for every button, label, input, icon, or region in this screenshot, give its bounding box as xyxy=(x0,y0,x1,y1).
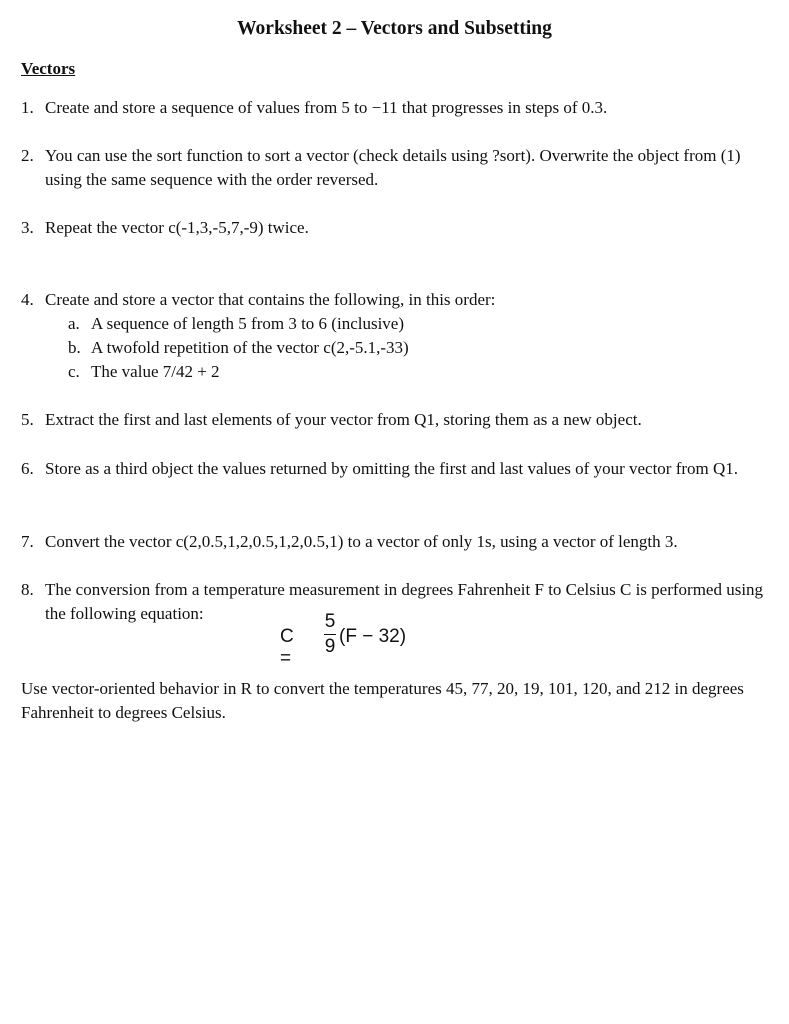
subitem-letter: b. xyxy=(68,338,81,357)
question-2 xyxy=(21,144,781,192)
question-1 xyxy=(21,96,781,120)
question-number: 7. xyxy=(21,532,34,551)
question-number: 6. xyxy=(21,459,34,478)
question-number: 4. xyxy=(21,290,34,309)
question-number: 8. xyxy=(21,580,34,599)
question-number: 2. xyxy=(21,146,34,165)
question-text: Extract the first and last elements of your vector from Q1, storing them as a new object. xyxy=(45,410,642,429)
subitem-text: The value 7/42 + 2 xyxy=(91,362,220,381)
question-5 xyxy=(21,408,781,432)
closing-paragraph: Use vector-oriented behavior in R to convert the temperatures 45, 77, 20, 19, 101, 120, and 212 in degrees Fahrenheit to degrees Celsius. xyxy=(21,679,744,722)
question-text: Repeat the vector c(-1,3,-5,7,-9) twice. xyxy=(45,218,309,237)
subitem-c xyxy=(68,360,220,384)
equation-rhs: (F − 32) xyxy=(339,626,407,647)
question-8 xyxy=(21,578,781,626)
page-title: Worksheet 2 – Vectors and Subsetting xyxy=(237,18,552,39)
question-text: Create and store a vector that contains the following, in this order: xyxy=(45,290,496,309)
question-3 xyxy=(21,216,781,240)
question-number: 5. xyxy=(21,410,34,429)
subitem-letter: a. xyxy=(68,314,80,333)
subitem-a xyxy=(68,312,404,336)
equation-lhs: C = xyxy=(280,626,294,669)
question-text: The conversion from a temperature measurement in degrees Fahrenheit F to Celsius C is performed using the following equation: xyxy=(45,580,764,623)
fraction-bar xyxy=(324,634,336,635)
question-6 xyxy=(21,457,781,481)
question-number: 3. xyxy=(21,218,34,237)
equation-fraction xyxy=(323,612,337,657)
fraction-denominator: 9 xyxy=(324,636,336,657)
question-number: 1. xyxy=(21,98,34,117)
subitem-letter: c. xyxy=(68,362,80,381)
question-text: Convert the vector c(2,0.5,1,2,0.5,1,2,0.5,1) to a vector of only 1s, using a vector of length 3. xyxy=(45,532,678,551)
subitem-text: A sequence of length 5 from 3 to 6 (inclusive) xyxy=(91,314,405,333)
subitem-text: A twofold repetition of the vector c(2,-5.1,-33) xyxy=(91,338,409,357)
question-7 xyxy=(21,530,781,554)
question-text: Store as a third object the values returned by omitting the first and last values of your vector from Q1. xyxy=(45,459,739,478)
fraction-numerator: 5 xyxy=(324,611,336,632)
question-4 xyxy=(21,288,781,312)
subitem-b xyxy=(68,336,409,360)
question-text: Create and store a sequence of values from 5 to −11 that progresses in steps of 0.3. xyxy=(45,98,608,117)
section-heading-vectors: Vectors xyxy=(21,59,76,78)
question-text: You can use the sort function to sort a vector (check details using ?sort). Overwrite the object from (1) using the same sequence with the order reversed. xyxy=(45,146,741,189)
